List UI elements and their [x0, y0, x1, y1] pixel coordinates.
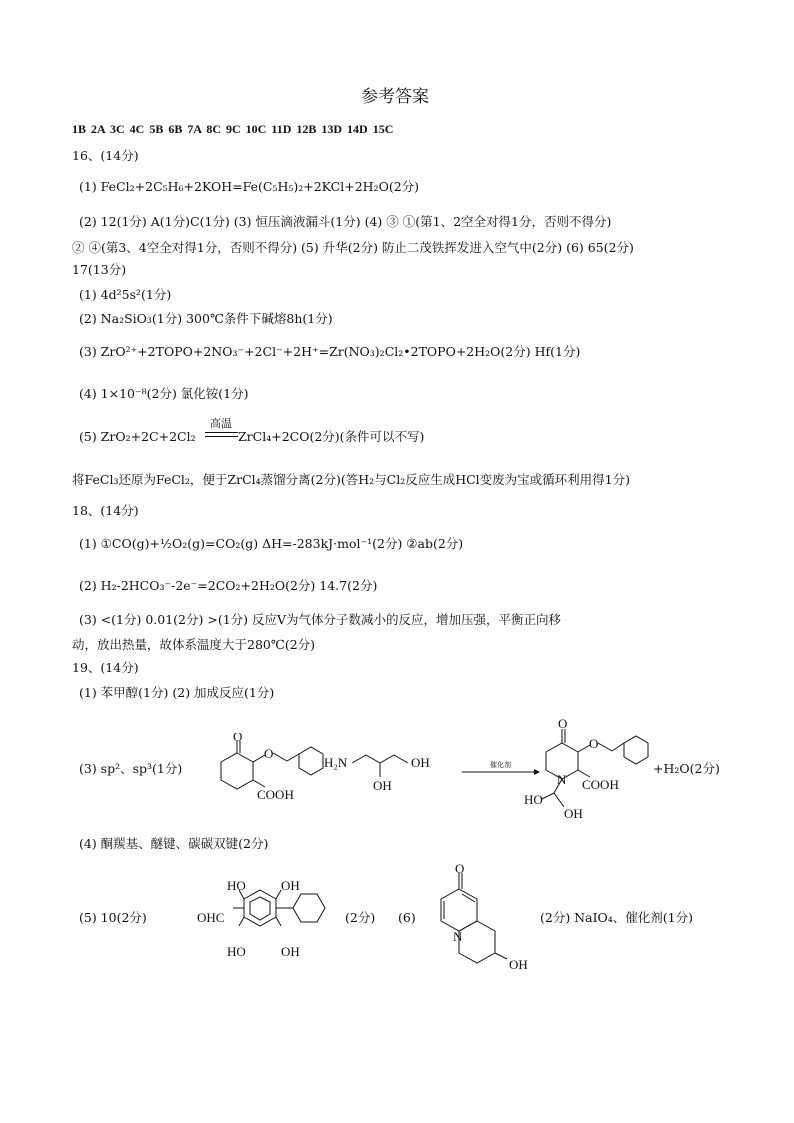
ketone-o-label: O — [233, 733, 243, 744]
q16-line-2: (2) 12(1分) A(1分)C(1分) (3) 恒压滴液漏斗(1分) (4) ③ ①(第1、2空全对得1分，否则不得分) — [79, 214, 612, 229]
product-ho-label: HO — [524, 792, 543, 807]
q19-line-6: (6) — [398, 910, 416, 925]
q18-line-3: (3) <(1分) 0.01(2分) >(1分) 反应V为气体分子数减小的反应，增加压强，平衡正向移 — [79, 612, 562, 627]
diol-oh-label-2: OH — [373, 778, 392, 793]
q17-line-6: 将FeCl₃还原为FeCl₂，便于ZrCl₄蒸馏分离(2分)(答H₂与Cl₂反应生成HCl变废为宝或循环利用得1分) — [72, 472, 631, 487]
product-ether-o-label: O — [589, 736, 599, 751]
product-cooh-label: COOH — [582, 777, 619, 792]
q19-line-3: (3) sp²、sp³(1分) — [79, 761, 183, 776]
amine-label: H₂N — [324, 755, 348, 770]
q18-heading: 18、(14分) — [72, 503, 139, 518]
quinolizinone-o-label: O — [455, 861, 465, 876]
product-oh-label: OH — [564, 806, 583, 821]
cooh-label: COOH — [257, 787, 294, 802]
q17-line-2: (2) Na₂SiO₃(1分) 300℃条件下碱熔8h(1分) — [79, 311, 333, 326]
q16-line-1: (1) FeCl₂+2C₅H₆+2KOH=Fe(C₅H₅)₂+2KCl+2H₂O(2分) — [79, 179, 420, 194]
q19-line-5: (5) 10(2分) — [79, 910, 147, 925]
q16-line-3: ② ④(第3、4空全对得1分，否则不得分) (5) 升华(2分) 防止二茂铁挥发进入空气中(2分) (6) 65(2分) — [72, 240, 634, 255]
reactant-aminodiol-structure — [318, 745, 448, 805]
quinolizinone-structure — [425, 855, 555, 985]
q18-line-1: (1) ①CO(g)+½O₂(g)=CO₂(g) ΔH=-283kJ·mol⁻¹(2分) ②ab(2分) — [79, 536, 464, 551]
q16-heading: 16、(14分) — [72, 148, 139, 163]
biphenyl-oh-label-1: OH — [281, 878, 300, 893]
product-pyridinone-structure — [520, 715, 660, 825]
q18-line-4: 动，放出热量，故体系温度大于280℃(2分) — [72, 637, 316, 652]
q17-line-5b: ZrCl₄+2CO(2分)(条件可以不写) — [238, 429, 425, 444]
biphenyl-ho-label-1: HO — [227, 878, 246, 893]
biphenyl-oh-label-2: OH — [281, 944, 300, 959]
q19-heading: 19、(14分) — [72, 660, 139, 675]
equilibrium-double-line — [205, 432, 238, 437]
ether-o-label: O — [264, 746, 274, 761]
q17-heading: 17(13分) — [72, 262, 127, 277]
catalyst-label: 催化剂 — [490, 761, 511, 769]
biphenyl-aldehyde-structure — [195, 870, 345, 970]
q17-line-3: (3) ZrO²⁺+2TOPO+2NO₃⁻+2Cl⁻+2H⁺=Zr(NO₃)₂Cl₂•2TOPO+2H₂O(2分) Hf(1分) — [79, 344, 581, 359]
q19-line-6-tail: (2分) NaIO₄、催化剂(1分) — [540, 910, 693, 925]
q19-line-5-score: (2分) — [345, 910, 376, 925]
q19-line-1: (1) 苯甲醇(1分) (2) 加成反应(1分) — [79, 685, 275, 700]
product-ketone-o-label: O — [558, 716, 568, 731]
biphenyl-ho-label-2: HO — [227, 944, 246, 959]
product-n-label: N — [557, 772, 567, 787]
q18-line-2: (2) H₂-2HCO₃⁻-2e⁻=2CO₂+2H₂O(2分) 14.7(2分) — [79, 578, 378, 593]
product-water-note: +H₂O(2分) — [653, 761, 720, 776]
quinolizinone-n-label: N — [453, 929, 463, 944]
biphenyl-ohc-label: OHC — [197, 910, 225, 925]
diol-oh-label-1: OH — [411, 755, 430, 770]
page-title: 参考答案 — [361, 87, 429, 107]
q17-line-1: (1) 4d²5s²(1分) — [79, 287, 172, 302]
q17-line-4: (4) 1×10⁻⁸(2分) 氯化铵(1分) — [79, 386, 249, 401]
q17-line-5a: (5) ZrO₂+2C+2Cl₂ — [79, 429, 196, 444]
q17-line-5-condition: 高温 — [210, 417, 232, 430]
mc-answers: 1B 2A 3C 4C 5B 6B 7A 8C 9C 10C 11D 12B 13D 14D 15C — [72, 122, 394, 136]
quinolizinone-oh-label: OH — [509, 957, 528, 972]
q19-line-4: (4) 酮羰基、醚键、碳碳双键(2分) — [79, 836, 269, 851]
